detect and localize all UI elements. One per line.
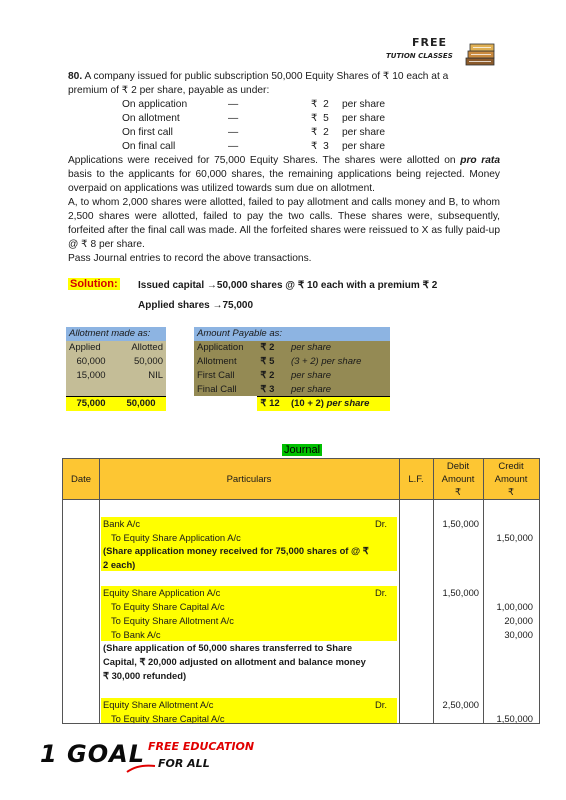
table-cell: First Call [197,369,235,381]
payable-table [194,327,390,411]
debit-account: Equity Share Allotment A/c [103,699,214,710]
question-number: 80. [68,71,83,82]
logo-tuition-text: TUTION CLASSES [386,52,453,60]
narration: 2 each) [103,559,136,570]
table-cell: ₹ 3 [260,383,275,395]
dr-label: Dr. [375,518,387,529]
question-para-1: Applications were received for 75,000 Equity Shares. The shares were allotted on pro rata basis to the applicants for 60,000 shares, the remaining applications being rejected. Money overpaid on applications was utilized towards sum due on allotment. [68,155,500,194]
table-cell: per share [290,342,332,354]
allotment-table [66,327,166,411]
table-cell: ₹ 2 [260,369,275,381]
table-cell: per share [290,383,332,395]
table-cell: 15,000 [76,369,106,381]
credit-account: To Equity Share Allotment A/c [111,615,234,626]
footer-line-1: FREE EDUCATION [148,740,255,753]
question-intro-b: premium of ₹ 2 per share, payable as under: [68,85,270,96]
particulars-header: Particulars [226,474,272,485]
credit-account: To Equity Share Application A/c [111,532,241,543]
question-para-2: A, to whom 2,000 shares were allotted, failed to pay allotment and calls money and B, to whom 2,500 shares were allotted, failed to pay the two calls. These shares were, subsequently, forfeited after the final call was made. All the forfeited shares were reissued to X as fully paid-up @ ₹ 8 per share. [68,197,500,250]
narration: ₹ 30,000 refunded) [103,670,187,681]
schedule-row: On first call — ₹ 2 per share [122,127,386,138]
schedule-row: On allotment — ₹ 5 per share [122,113,386,124]
journal-header [63,459,539,500]
journal-title: Journal [284,444,321,456]
table-cell: 60,000 [76,355,106,367]
table-cell: Application [197,342,244,354]
table-cell: 50,000 [133,355,163,367]
credit-amount: 1,50,000 [496,713,533,724]
total-amount: ₹ 12 [257,396,288,410]
credit-amount: 1,00,000 [496,601,533,612]
allotment-title: Allotment made as: [69,328,151,340]
question-block [68,70,500,266]
debit-amount: 2,50,000 [442,699,479,710]
payable-title: Amount Payable as: [197,328,283,340]
books-icon [464,40,498,70]
swoosh-icon [126,762,156,774]
credit-header: Credit Amount ₹ [494,461,528,498]
table-cell: (3 + 2) per share [290,355,362,367]
footer-goal: 1 GOAL [40,740,146,768]
debit-account: Bank A/c [103,518,141,529]
credit-account: To Equity Share Capital A/c [111,601,225,612]
question-para-3: Pass Journal entries to record the above transactions. [68,253,312,264]
allotted-header: Allotted [131,342,163,354]
debit-account: Equity Share Application A/c [103,587,221,598]
total-allotted: 50,000 [116,396,166,410]
schedule-row: On final call — ₹ 3 per share [122,141,386,152]
debit-amount: 1,50,000 [442,587,479,598]
schedule-row: On application — ₹ 2 per share [122,99,386,110]
credit-amount: 30,000 [504,629,533,640]
column-divider [399,459,400,723]
narration: (Share application of 50,000 shares transferred to Share [103,642,353,653]
logo-free-text: FREE [412,36,448,49]
column-divider [433,459,434,723]
solution-line-1: Issued capital →50,000 shares @ ₹ 10 each with a premium ₹ 2 [138,280,438,291]
total-applied: 75,000 [66,396,116,410]
column-divider [99,459,100,723]
narration: (Share application money received for 75,000 shares of @ ₹ [103,545,369,556]
credit-amount: 1,50,000 [496,532,533,543]
date-header: Date [70,474,92,485]
question-intro-a: A company issued for public subscription 50,000 Equity Shares of ₹ 10 each at a [84,71,449,82]
footer-line-2: FOR ALL [158,757,210,770]
table-cell: Final Call [197,383,237,395]
dr-label: Dr. [375,699,387,710]
footer-brand [40,740,260,776]
dr-label: Dr. [375,587,387,598]
table-cell: ₹ 2 [260,342,275,354]
applied-header: Applied [69,342,101,354]
narration: Capital, ₹ 20,000 adjusted on allotment and balance money [103,656,366,667]
credit-amount: 20,000 [504,615,533,626]
table-cell: per share [290,369,332,381]
brand-logo [382,36,500,70]
credit-account: To Equity Share Capital A/c [111,713,225,724]
journal-table [62,458,540,724]
column-divider [483,459,484,723]
debit-header: Debit Amount ₹ [441,461,475,498]
total-note: (10 + 2) per share [288,396,390,410]
solution-line-2: Applied shares →75,000 [138,300,254,311]
table-cell: ₹ 5 [260,355,275,367]
solution-label: Solution: [70,278,118,290]
credit-account: To Bank A/c [111,629,161,640]
table-cell: NIL [148,369,163,381]
table-cell: Allotment [197,355,237,367]
lf-header: L.F. [408,474,424,485]
debit-amount: 1,50,000 [442,518,479,529]
